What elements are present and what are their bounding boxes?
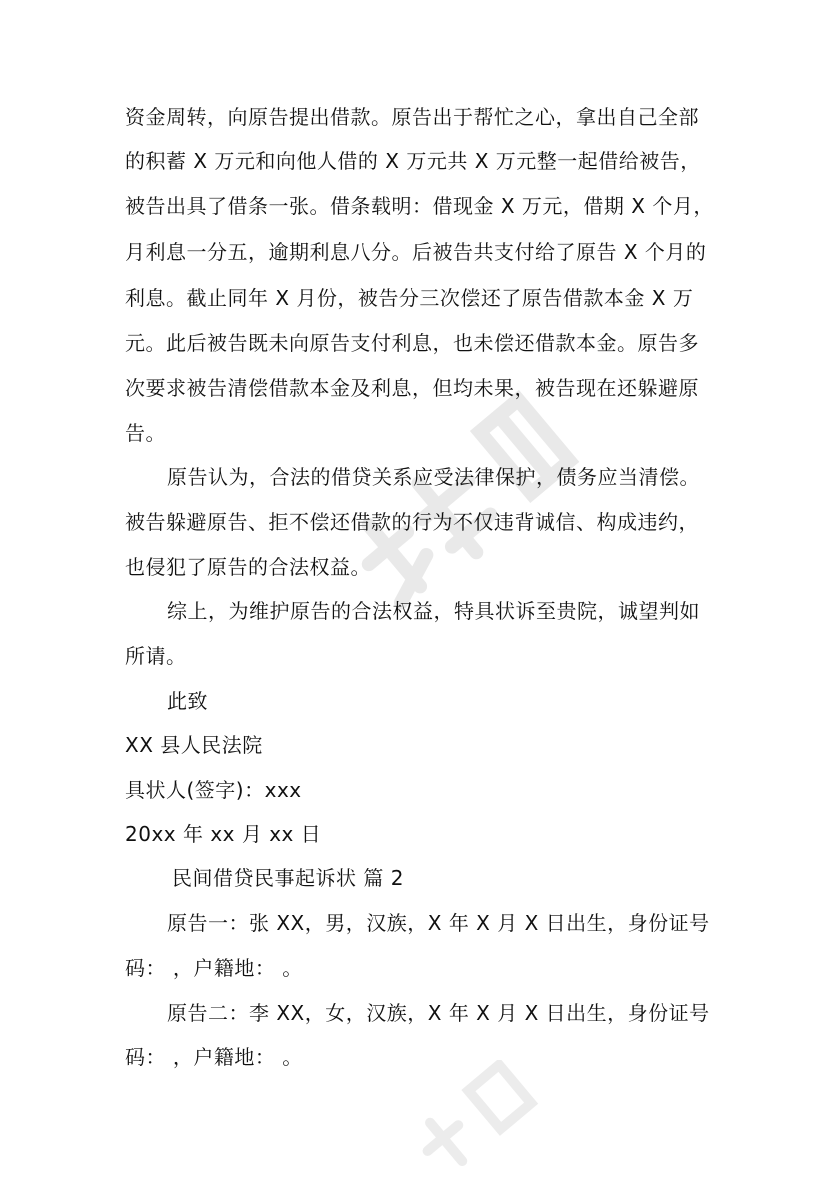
section-title: 民间借贷民事起诉状 篇 2 — [172, 866, 404, 890]
body-line-2: 的积蓄 X 万元和向他人借的 X 万元共 X 万元整一起借给被告， — [125, 149, 701, 173]
date-line: 20xx 年 xx 月 xx 日 — [125, 822, 322, 846]
watermark-corner-icon — [380, 1060, 580, 1180]
body-line-6: 元。此后被告既未向原告支付利息，也未偿还借款本金。原告多 — [125, 331, 699, 355]
paragraph-3-line-1: 综上，为维护原告的合法权益，特具状诉至贵院，诚望判如 — [167, 599, 700, 623]
closing-salutation: 此致 — [167, 689, 208, 713]
body-line-3: 被告出具了借条一张。借条载明：借现金 X 万元，借期 X 个月， — [125, 194, 714, 218]
body-line-8: 告。 — [125, 421, 166, 445]
body-line-5: 利息。截止同年 X 月份，被告分三次偿还了原告借款本金 X 万 — [125, 286, 694, 310]
body-line-4: 月利息一分五，逾期利息八分。后被告共支付给了原告 X 个月的 — [125, 240, 707, 264]
signature-line: 具状人(签字)：xxx — [125, 778, 302, 802]
paragraph-3-line-2: 所请。 — [125, 644, 187, 668]
plaintiff-2-line-1: 原告二：李 XX，女，汉族，X 年 X 月 X 日出生，身份证号 — [167, 1001, 710, 1025]
body-line-7: 次要求被告清偿借款本金及利息，但均未果，被告现在还躲避原 — [125, 376, 699, 400]
paragraph-2-line-1: 原告认为，合法的借贷关系应受法律保护，债务应当清偿。 — [167, 465, 700, 489]
body-line-1: 资金周转，向原告提出借款。原告出于帮忙之心，拿出自己全部 — [125, 105, 699, 129]
paragraph-2-line-3: 也侵犯了原告的合法权益。 — [125, 555, 371, 579]
paragraph-2-line-2: 被告躲避原告、拒不偿还借款的行为不仅违背诚信、构成违约， — [125, 510, 699, 534]
plaintiff-2-line-2: 码： ，户籍地： 。 — [125, 1045, 303, 1069]
plaintiff-1-line-1: 原告一：张 XX，男，汉族，X 年 X 月 X 日出生，身份证号 — [167, 911, 710, 935]
plaintiff-1-line-2: 码： ，户籍地： 。 — [125, 956, 303, 980]
court-name: XX 县人民法院 — [125, 733, 263, 757]
